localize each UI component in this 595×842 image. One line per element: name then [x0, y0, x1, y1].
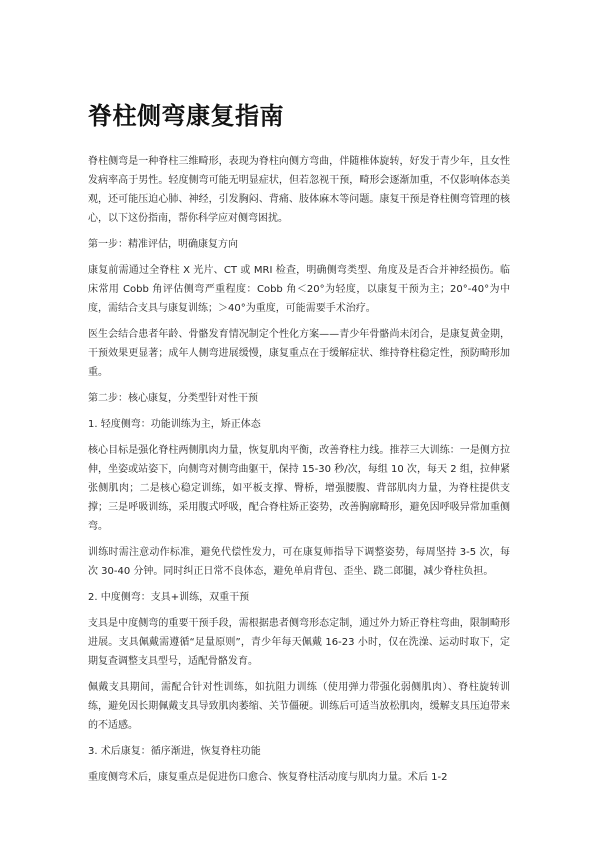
section-heading-step-1: 第一步：精准评估，明确康复方向 [88, 239, 238, 250]
document-title: 脊柱侧弯康复指南 [88, 102, 284, 130]
mild-training-paragraph: 核心目标是强化脊柱两侧肌肉力量，恢复肌肉平衡，改善脊柱力线。推荐三大训练：一是侧方拉伸，坐姿或站姿下，向侧弯对侧弯曲躯干，保持 15-30 秒/次，每组 10 次，每天 2 组，拉伸紧张侧肌肉；二是核心稳定训练，如平板支撑、臀桥，增强腰腹、背部肌肉力量，为脊柱提供支撑；三是呼吸训练，采用腹式呼吸，配合脊柱矫正姿势，改善胸廓畸形，避免因呼吸异常加重侧弯。 [88, 445, 510, 532]
training-notes-paragraph: 训练时需注意动作标准，避免代偿性发力，可在康复师指导下调整姿势，每周坚持 3-5 次，每次 30-40 分钟。同时纠正日常不良体态，避免单肩背包、歪坐、跷二郎腿，减少脊柱负担。 [88, 547, 510, 577]
assessment-paragraph: 康复前需通过全脊柱 X 光片、CT 或 MRI 检查，明确侧弯类型、角度及是否合并神经损伤。临床常用 Cobb 角评估侧弯严重程度：Cobb 角＜20°为轻度，以康复干预为主；20°-40°为中度，需结合支具与康复训练；＞40°为重度，可能需要手术治疗。 [88, 265, 510, 314]
intro-paragraph: 脊柱侧弯是一种脊柱三维畸形，表现为脊柱向侧方弯曲，伴随椎体旋转，好发于青少年，且女性发病率高于男性。轻度侧弯可能无明显症状，但若忽视干预，畸形会逐渐加重，不仅影响体态美观，还可能压迫心肺、神经，引发胸闷、背痛、肢体麻木等问题。康复干预是脊柱侧弯管理的核心，以下这份指南，帮你科学应对侧弯困扰。 [88, 156, 510, 224]
subheading-postop: 3. 术后康复：循序渐进，恢复脊柱功能 [88, 746, 261, 757]
subheading-mild: 1. 轻度侧弯：功能训练为主，矫正体态 [88, 419, 261, 430]
section-heading-step-2: 第二步：核心康复，分类型针对性干预 [88, 393, 258, 404]
document-body [88, 152, 510, 794]
brace-training-paragraph: 佩戴支具期间，需配合针对性训练，如抗阻力训练（使用弹力带强化弱侧肌肉）、脊柱旋转训练，避免因长期佩戴支具导致肌肉萎缩、关节僵硬。训练后可适当放松肌肉，缓解支具压迫带来的不适感。 [88, 682, 510, 731]
brace-paragraph: 支具是中度侧弯的重要干预手段，需根据患者侧弯形态定制，通过外力矫正脊柱弯曲，限制畸形进展。支具佩戴需遵循“足量原则”，青少年每天佩戴 16-23 小时，仅在洗澡、运动时取下，定期复查调整支具型号，适配骨骼发育。 [88, 618, 510, 667]
plan-paragraph: 医生会结合患者年龄、骨骼发育情况制定个性化方案——青少年骨骼尚未闭合，是康复黄金期，干预效果更显著；成年人侧弯进展缓慢，康复重点在于缓解症状、维持脊柱稳定性，预防畸形加重。 [88, 329, 510, 378]
subheading-moderate: 2. 中度侧弯：支具+训练，双重干预 [88, 592, 250, 603]
postop-paragraph: 重度侧弯术后，康复重点是促进伤口愈合、恢复脊柱活动度与肌肉力量。术后 1-2 [88, 772, 448, 783]
